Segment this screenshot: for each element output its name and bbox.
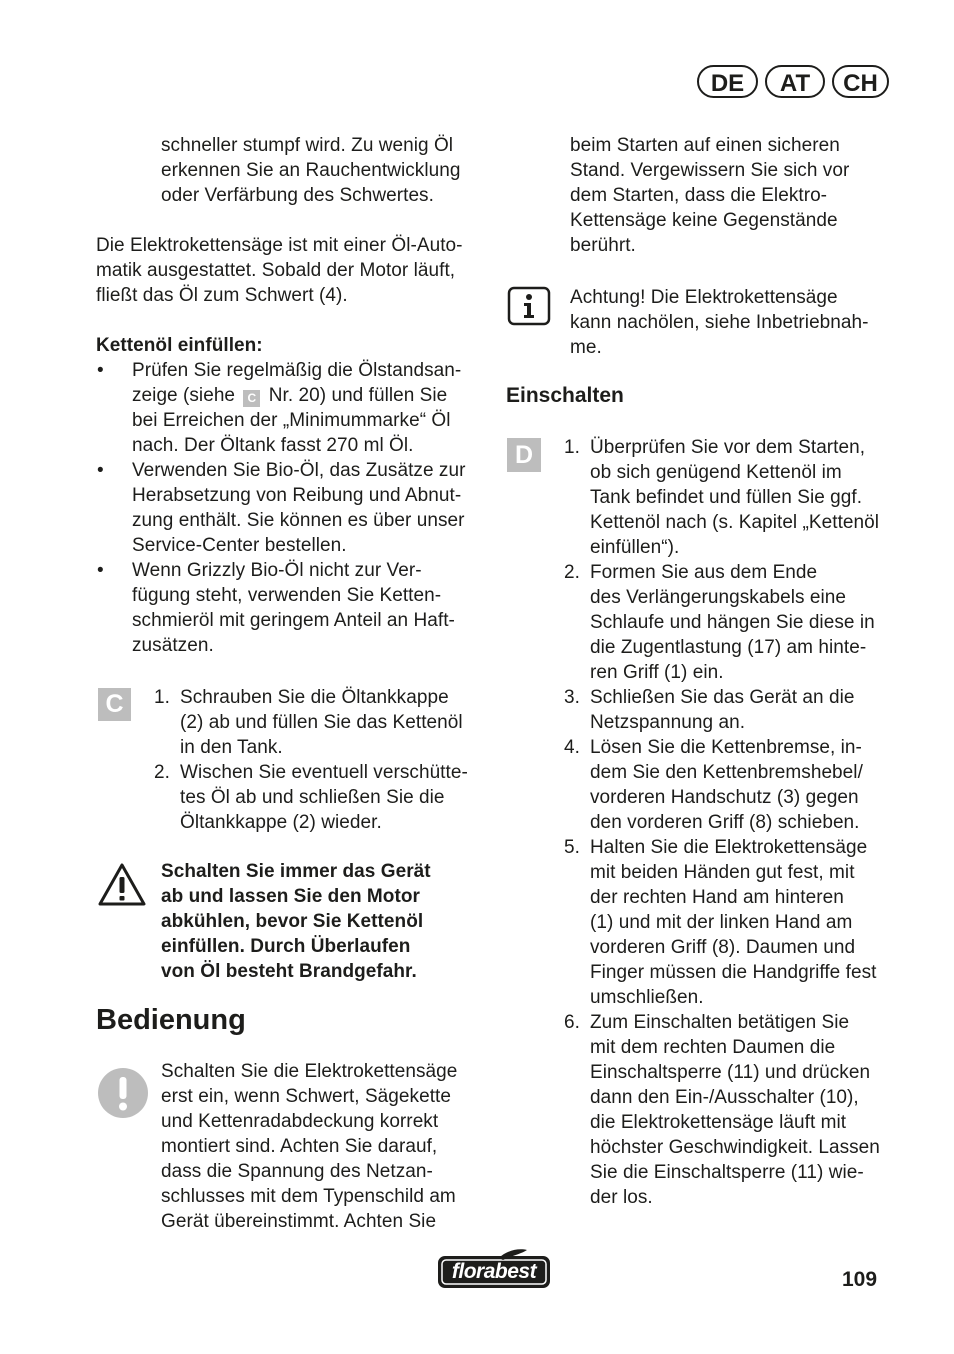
warning-triangle-icon bbox=[97, 862, 147, 907]
caution-paragraph: Schalten Sie die Elektrokettensäge erst ein, wenn Schwert, Sägekette und Kettenradabdeckung korrekt montiert sind. Achten Sie darauf, dass die Spannung des Netzan- schlusses mit dem Typenschild am Gerät übereinstimmt. Achten Sie bbox=[161, 1061, 458, 1232]
warning-text: Schalten Sie immer das Gerät ab und lassen Sie den Motor abkühlen, bevor Sie Kettenöl einfüllen. Durch Überlaufen von Öl besteht Brandgefahr. bbox=[161, 861, 431, 982]
subheading-chain-oil: Kettenöl einfüllen: bbox=[96, 335, 263, 356]
step-item: 6. Zum Einschalten betätigen Sie mit dem rechten Daumen die Einschaltsperre (11) und drücken dann den Ein-/Ausschalter (10), die Elektrokettensäge läuft mit höchster Geschwindigkeit. Lassen Sie die Einschaltsperre (11) wie- der los. bbox=[590, 1010, 900, 1210]
step-number: 5. bbox=[564, 837, 580, 858]
caution-exclamation-icon bbox=[98, 1068, 148, 1118]
chain-oil-bullet-list bbox=[97, 358, 487, 658]
bullet-item: • Wenn Grizzly Bio-Öl nicht zur Ver- fügung steht, verwenden Sie Ketten- schmieröl mit geringem Anteil an Haft- zusätzen. bbox=[97, 560, 455, 656]
step-number: 4. bbox=[564, 737, 580, 758]
bullet-item: • Prüfen Sie regelmäßig die Ölstandsan- zeige (siehe C Nr. 20) und füllen Sie bei Erreichen der „Minimummarke“ Öl nach. Der Öltank fasst 270 ml Öl. bbox=[132, 358, 487, 458]
step-number: 2. bbox=[564, 562, 580, 583]
page-number: 109 bbox=[842, 1268, 878, 1291]
bullet-marker: • bbox=[97, 460, 104, 481]
step-item: 1. Überprüfen Sie vor dem Starten, ob sich genügend Kettenöl im Tank befindet und füllen Sie ggf. Kettenöl nach (s. Kapitel „Kettenöl einfüllen“). bbox=[590, 435, 900, 560]
figure-d-marker: D bbox=[507, 438, 541, 472]
info-icon bbox=[507, 286, 551, 326]
bullet-line-with-figure-ref: zeige (siehe C Nr. 20) und füllen Sie bbox=[132, 385, 448, 406]
bullet-marker: • bbox=[97, 560, 104, 581]
step-item: 3. Schließen Sie das Gerät an die Netzspannung an. bbox=[590, 685, 900, 735]
florabest-logo bbox=[437, 1248, 551, 1290]
step-item: 2. Formen Sie aus dem Ende des Verlängerungskabels eine Schlaufe und hängen Sie diese in die Zugentlastung (17) am hinte- ren Griff (1) ein. bbox=[590, 560, 900, 685]
figure-c-inline-icon: C bbox=[243, 390, 260, 407]
step-item: 4. Lösen Sie die Kettenbremse, in- dem Sie den Kettenbremshebel/ vorderen Handschutz (3) gegen den vorderen Griff (8) schieben. bbox=[590, 735, 900, 835]
info-note: Achtung! Die Elektrokettensäge kann nachölen, siehe Inbetriebnah- me. bbox=[570, 287, 869, 358]
step-item: 1. Schrauben Sie die Öltankkappe (2) ab und füllen Sie das Kettenöl in den Tank. bbox=[180, 685, 490, 760]
continued-paragraph-right: beim Starten auf einen sicheren Stand. Vergewissern Sie sich vor dem Starten, dass die Elektro- Kettensäge keine Gegenstände berührt. bbox=[570, 135, 850, 256]
step-number: 3. bbox=[564, 687, 580, 708]
step-item: 5. Halten Sie die Elektrokettensäge mit beiden Händen gut fest, mit der rechten Hand am hinteren (1) und mit der linken Hand am vorderen Griff (8). Daumen und Finger müssen die Handgriffe fest umschließen. bbox=[590, 835, 900, 1010]
step-number: 1. bbox=[154, 687, 170, 708]
continued-paragraph-left: schneller stumpf wird. Zu wenig Öl erkennen Sie an Rauchentwicklung oder Verfärbung des Schwertes. bbox=[161, 135, 461, 206]
bullet-marker: • bbox=[97, 360, 104, 381]
step-number: 2. bbox=[154, 762, 170, 783]
section-heading-bedienung: Bedienung bbox=[96, 1004, 246, 1036]
oil-automatic-paragraph: Die Elektrokettensäge ist mit einer Öl-Auto- matik ausgestattet. Sobald der Motor läuft, fließt das Öl zum Schwert (4). bbox=[96, 235, 463, 306]
language-badge-de: DE bbox=[697, 65, 758, 98]
bullet-item: • Verwenden Sie Bio-Öl, das Zusätze zur Herabsetzung von Reibung und Abnut- zung enthält. Sie können es über unser Service-Center bestellen. bbox=[97, 460, 466, 556]
language-badge-ch: CH bbox=[832, 65, 889, 98]
step-number: 1. bbox=[564, 437, 580, 458]
language-badge-at: AT bbox=[765, 65, 825, 98]
figure-c-marker: C bbox=[98, 688, 131, 721]
step-item: 2. Wischen Sie eventuell verschütte- tes Öl ab und schließen Sie die Öltankkappe (2) wieder. bbox=[180, 760, 490, 835]
step-number: 6. bbox=[564, 1012, 580, 1033]
logo-wordmark: florabest bbox=[451, 1260, 537, 1283]
figure-d-steps bbox=[564, 435, 900, 1210]
subheading-einschalten: Einschalten bbox=[506, 384, 624, 407]
figure-c-steps bbox=[154, 685, 490, 835]
